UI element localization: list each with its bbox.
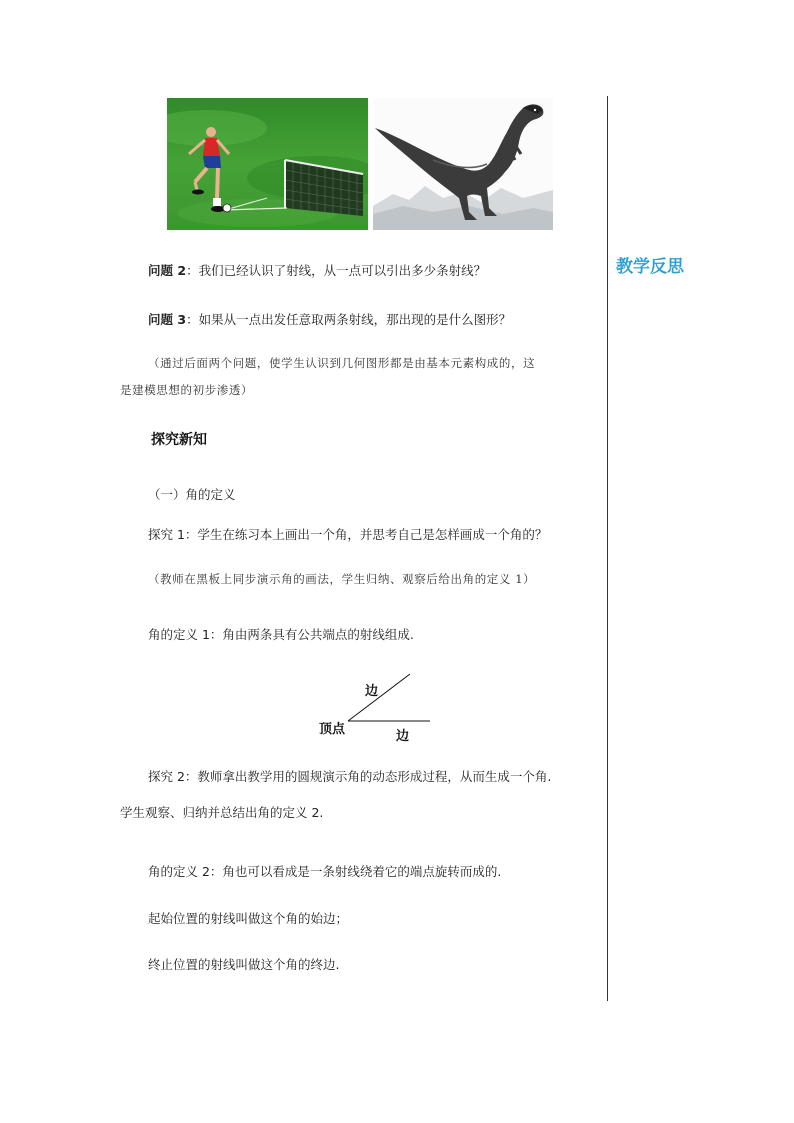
sidebar-title-teaching-reflection: 教学反思	[616, 257, 684, 277]
question-3	[148, 310, 511, 328]
note-2: （教师在黑板上同步演示角的画法，学生归纳、观察后给出角的定义 1）	[148, 572, 536, 586]
sidebar-divider	[607, 96, 608, 1001]
initial-side-text: 起始位置的射线叫做这个角的始边；	[148, 911, 349, 926]
note-1-line-2: 是建模思想的初步渗透）	[120, 383, 254, 397]
question-3-text: ：如果从一点出发任意取两条射线，那出现的是什么图形？	[186, 312, 512, 327]
dinosaur-image	[373, 98, 553, 230]
explore-2-line-2: 学生观察、归纳并总结出角的定义 2.	[120, 805, 324, 820]
section-heading: 探究新知	[151, 432, 207, 448]
terminal-side-text: 终止位置的射线叫做这个角的终边.	[148, 957, 340, 972]
soccer-player-kicking-ball-into-goal-image	[167, 98, 368, 230]
dinosaur-image	[373, 98, 553, 230]
note-1-line-1: （通过后面两个问题，使学生认识到几何图形都是由基本元素构成的，这	[148, 356, 536, 370]
question-3-label: 问题 3	[148, 312, 187, 327]
question-2-text: ：我们已经认识了射线，从一点可以引出多少条射线？	[186, 263, 487, 278]
angle-side-label-lower: 边	[396, 729, 410, 744]
explore-2-line-1: 探究 2：教师拿出教学用的圆规演示角的动态形成过程，从而生成一个角.	[148, 769, 552, 784]
soccer-image	[167, 98, 368, 230]
angle-vertex-label: 顶点	[319, 722, 346, 737]
question-2	[148, 261, 486, 279]
definition-2: 角的定义 2：角也可以看成是一条射线绕着它的端点旋转而成的.	[148, 864, 502, 879]
explore-1: 探究 1：学生在练习本上画出一个角，并思考自己是怎样画成一个角的？	[148, 527, 548, 542]
definition-1: 角的定义 1：角由两条具有公共端点的射线组成.	[148, 627, 414, 642]
angle-side-upper-line	[348, 674, 410, 721]
subheading-angle-definition: （一）角的定义	[148, 487, 236, 502]
angle-side-label-upper: 边	[365, 684, 379, 699]
question-2-label: 问题 2	[148, 263, 187, 278]
